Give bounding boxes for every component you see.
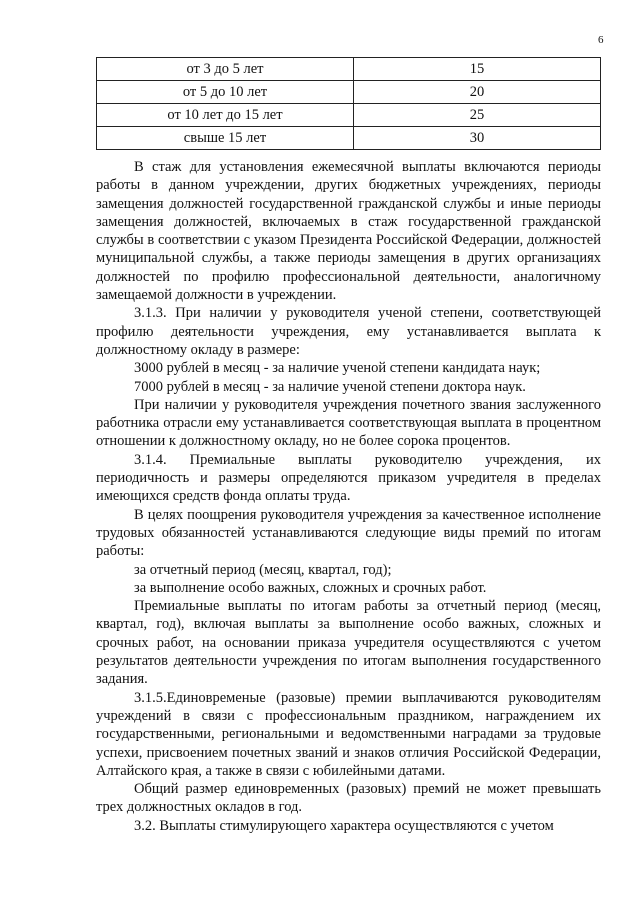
- table-cell-value: 20: [354, 81, 601, 104]
- table-row: [97, 104, 601, 127]
- seniority-table: [96, 57, 601, 150]
- table-cell-period: от 10 лет до 15 лет: [97, 104, 354, 127]
- table-row: [97, 127, 601, 150]
- table-cell-period: от 3 до 5 лет: [97, 58, 354, 81]
- paragraph-reporting-period: за отчетный период (месяц, квартал, год);: [134, 561, 392, 578]
- paragraph-seniority: В стаж для установления ежемесячной выплаты включаются периоды работы в данном учреждении, других бюджетных учреждениях, периоды замещения должностей государственной гражданской службы и иные периоды замещения должностей, включаемых в стаж государственной гражданской службы в соответствии с указом Президента Российской Федерации, должностей муниципальной службы, а также периоды замещения в других организациях должностей по профилю профессиональной деятельности, аналогичному замещаемой должности в учреждении.: [96, 159, 601, 304]
- paragraph-bonus-basis: Премиальные выплаты по итогам работы за отчетный период (месяц, квартал, год), включая выплаты за выполнение особо важных, сложных и срочных работ, на основании приказа учредителя осуществляются с учетом результатов деятельности учреждения по итогам выполнения государственного задания.: [96, 598, 601, 688]
- paragraph-3-2: 3.2. Выплаты стимулирующего характера осуществляются с учетом: [134, 817, 554, 834]
- paragraph-3-1-4: 3.1.4. Премиальные выплаты руководителю учреждения, их периодичность и размеры определяются приказом учредителя в пределах имеющихся средств фонда оплаты труда.: [96, 451, 601, 505]
- paragraph-3-1-5: 3.1.5.Единовременые (разовые) премии выплачиваются руководителям учреждений в связи с профессиональным праздником, награждением их государственными, региональными и ведомственными наградами за трудовые успехи, присвоением почетных званий и знаков отличия Российской Федерации, Алтайского края, а также в связи с юбилейными датами.: [96, 689, 601, 779]
- paragraph-honorary-title: При наличии у руководителя учреждения почетного звания заслуженного работника отрасли ему устанавливается соответствующая выплата в процентном отношении к должностному окладу, но не более сорока процентов.: [96, 396, 601, 450]
- paragraph-doctor-degree: 7000 рублей в месяц - за наличие ученой степени доктора наук.: [134, 378, 526, 395]
- paragraph-bonus-types: В целях поощрения руководителя учреждения за качественное исполнение трудовых обязанностей устанавливаются следующие виды премий по итогам работы:: [96, 506, 601, 560]
- paragraph-important-work: за выполнение особо важных, сложных и срочных работ.: [134, 579, 487, 596]
- table-cell-period: свыше 15 лет: [97, 127, 354, 150]
- page-number: 6: [598, 34, 604, 46]
- paragraph-candidate-degree: 3000 рублей в месяц - за наличие ученой степени кандидата наук;: [134, 360, 541, 377]
- table-row: [97, 81, 601, 104]
- paragraph-3-1-3: 3.1.3. При наличии у руководителя ученой степени, соответствующей профилю деятельности учреждения, ему устанавливается выплата к должностному окладу в размере:: [96, 305, 601, 358]
- table-cell-value: 25: [354, 104, 601, 127]
- table-cell-period: от 5 до 10 лет: [97, 81, 354, 104]
- table-row: [97, 58, 601, 81]
- document-body: [96, 158, 601, 835]
- table-cell-value: 15: [354, 58, 601, 81]
- paragraph-bonus-limit: Общий размер единовременных (разовых) премий не может превышать трех должностных окладов в год.: [96, 781, 601, 816]
- table-cell-value: 30: [354, 127, 601, 150]
